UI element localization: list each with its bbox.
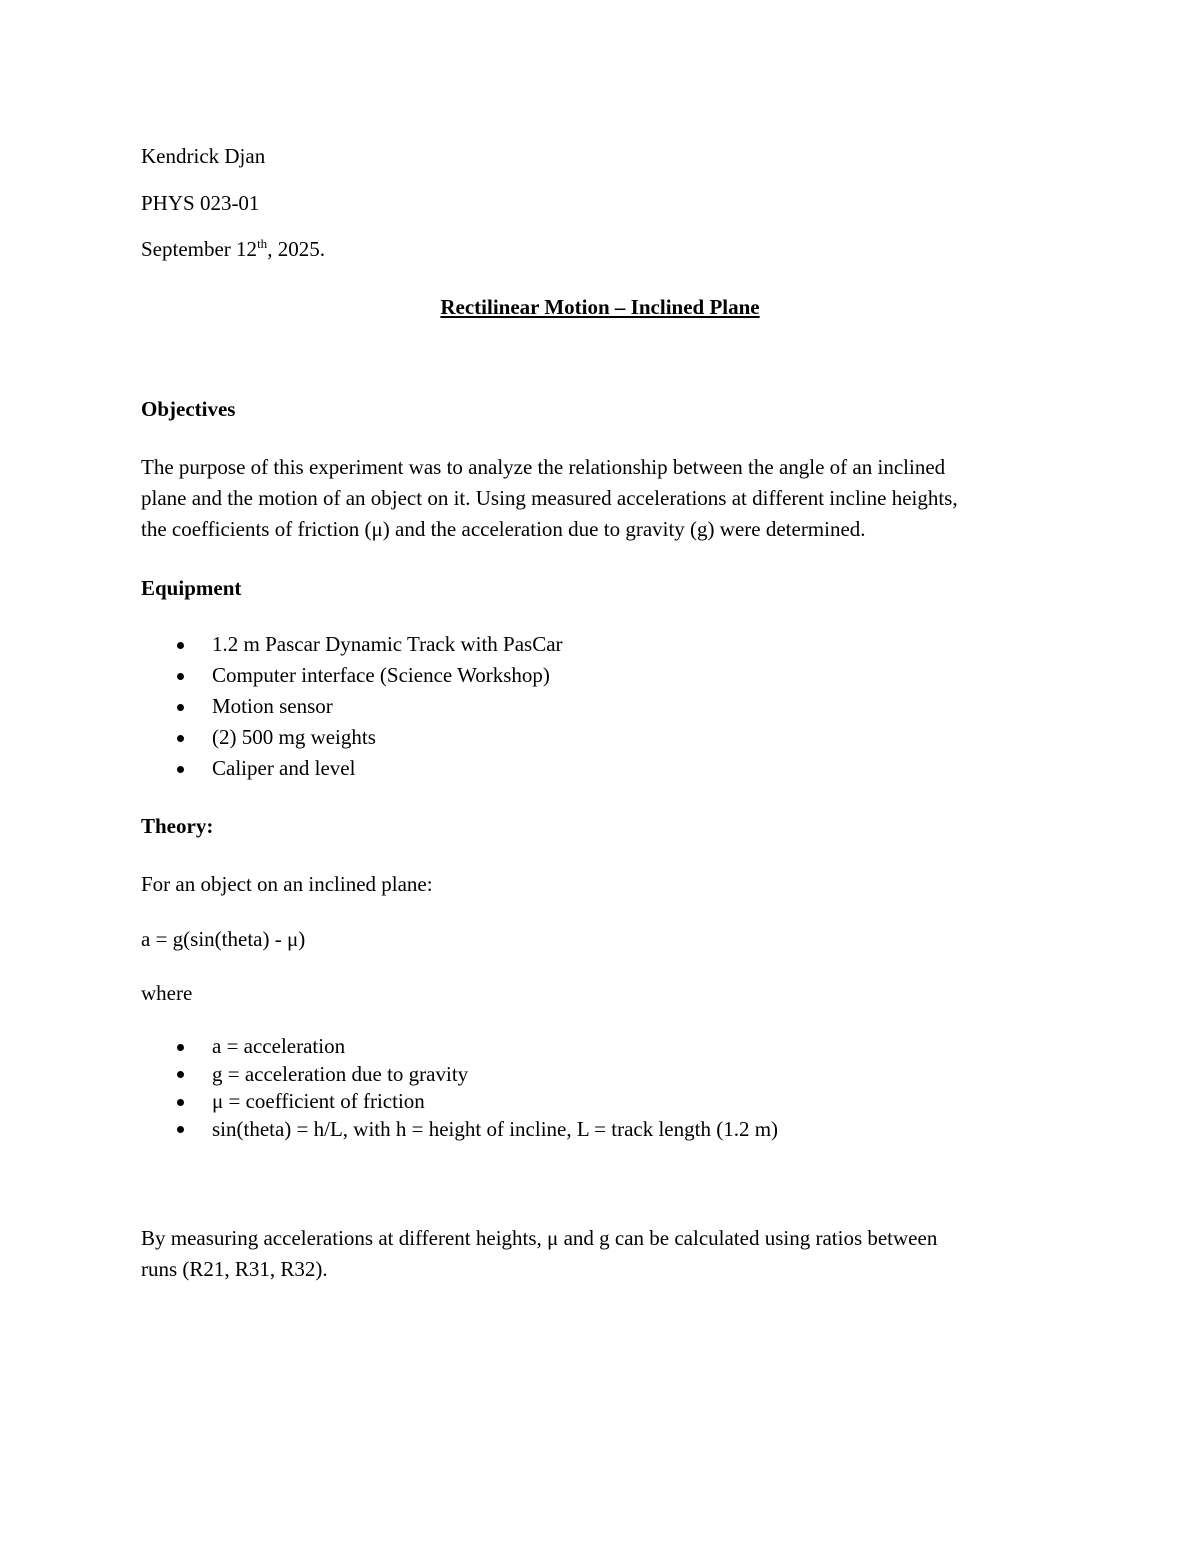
list-item: a = acceleration — [141, 1033, 778, 1061]
list-item: 1.2 m Pascar Dynamic Track with PasCar — [141, 629, 563, 660]
theory-equation: a = g(sin(theta) - μ) — [141, 927, 306, 951]
theory-intro: For an object on an inclined plane: — [141, 872, 433, 896]
list-item: g = acceleration due to gravity — [141, 1061, 778, 1089]
definitions-list — [141, 1033, 778, 1143]
bullet-icon — [177, 704, 184, 711]
course-code: PHYS 023-01 — [141, 191, 260, 215]
list-item: Caliper and level — [141, 753, 563, 784]
bullet-icon — [177, 1071, 184, 1078]
objectives-line: The purpose of this experiment was to analyze the relationship between the angle of an inclined — [141, 455, 946, 479]
where-label: where — [141, 981, 193, 1005]
objectives-line: the coefficients of friction (μ) and the acceleration due to gravity (g) were determined. — [141, 517, 866, 541]
closing-paragraph — [141, 1223, 1071, 1285]
date-prefix: September 12 — [141, 237, 258, 261]
document-title: Rectilinear Motion – Inclined Plane — [440, 295, 760, 319]
list-item: Motion sensor — [141, 691, 563, 722]
list-item: Computer interface (Science Workshop) — [141, 660, 563, 691]
closing-line: runs (R21, R31, R32). — [141, 1257, 328, 1281]
objectives-paragraph — [141, 452, 1071, 545]
date-suffix: , 2025. — [267, 237, 325, 261]
author-name: Kendrick Djan — [141, 144, 266, 168]
bullet-icon — [177, 735, 184, 742]
date-ordinal: th — [257, 236, 268, 251]
list-item: μ = coefficient of friction — [141, 1088, 778, 1116]
bullet-icon — [177, 642, 184, 649]
bullet-icon — [177, 673, 184, 680]
closing-line: By measuring accelerations at different heights, μ and g can be calculated using ratios between — [141, 1226, 938, 1250]
list-item: (2) 500 mg weights — [141, 722, 563, 753]
bullet-icon — [177, 1126, 184, 1133]
objectives-line: plane and the motion of an object on it. Using measured accelerations at different incline heights, — [141, 486, 958, 510]
bullet-icon — [177, 1099, 184, 1106]
equipment-list — [141, 629, 563, 784]
report-date — [141, 236, 325, 261]
list-item: sin(theta) = h/L, with h = height of incline, L = track length (1.2 m) — [141, 1116, 778, 1144]
objectives-heading: Objectives — [141, 397, 236, 421]
bullet-icon — [177, 1044, 184, 1051]
theory-heading: Theory: — [141, 814, 214, 838]
bullet-icon — [177, 766, 184, 773]
equipment-heading: Equipment — [141, 576, 242, 600]
